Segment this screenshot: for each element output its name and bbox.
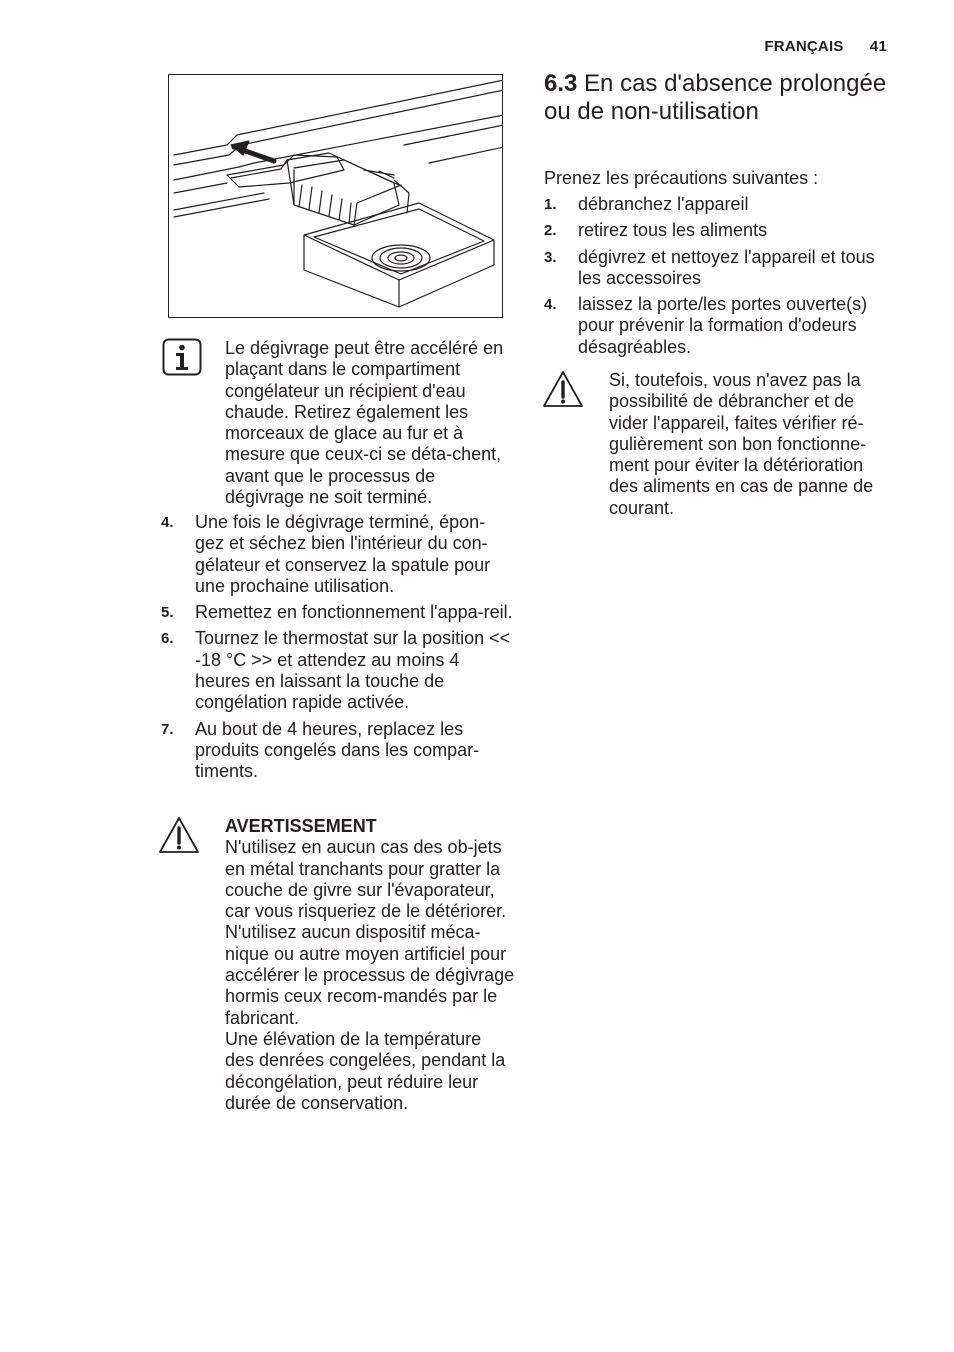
list-item — [544, 247, 894, 290]
step-number: 6. — [161, 630, 174, 648]
list-item — [544, 194, 894, 215]
warning-note — [158, 816, 513, 1136]
step-text: Une fois le dégivrage terminé, épon-gez et séchez bien l'intérieur du con-gélateur et conservez la spatule pour une prochaine utilisation. — [195, 512, 491, 596]
step-number: 3. — [544, 248, 557, 266]
absence-steps-list — [544, 194, 894, 363]
warning-body — [225, 816, 515, 1114]
info-icon — [162, 338, 202, 381]
step-number: 5. — [161, 604, 174, 622]
caution-note-text: Si, toutefois, vous n'avez pas la possibilité de débrancher et de vider l'appareil, faites vérifier ré-gulièrement son bon fonctionne-ment pour éviter la détérioration des aliments en cas de panne de courant. — [609, 370, 874, 518]
section-heading — [544, 70, 904, 125]
warning-paragraph: N'utilisez en aucun cas des ob-jets en métal tranchants pour gratter la couche de givre sur l'évaporateur, car vous risqueriez de le détériorer. — [225, 837, 507, 922]
list-item — [161, 628, 513, 713]
list-item — [161, 512, 513, 597]
defrost-steps-list — [161, 512, 513, 788]
step-text: débranchez l'appareil — [578, 194, 749, 214]
step-number: 4. — [161, 514, 174, 531]
warning-triangle-icon — [542, 370, 584, 413]
info-note — [162, 338, 512, 508]
section-title-text: En cas d'absence prolongée ou de non-utilisation — [544, 70, 887, 125]
step-number: 1. — [544, 196, 557, 213]
step-number: 7. — [161, 720, 174, 738]
page-number: 41 — [869, 38, 887, 55]
warning-paragraph: N'utilisez aucun dispositif méca-nique ou autre moyen artificiel pour accélérer le processus de dégivrage hormis ceux recom-mandés par le fabricant. — [225, 922, 515, 1028]
step-text: Au bout de 4 heures, replacez les produits congelés dans les compar-timents. — [195, 718, 480, 782]
list-item — [161, 602, 513, 623]
language-label: FRANÇAIS — [764, 38, 844, 55]
step-text: dégivrez et nettoyez l'appareil et tous les accessoires — [578, 246, 875, 288]
step-number: 2. — [544, 222, 557, 240]
defrost-water-tray-illustration — [168, 74, 503, 318]
warning-paragraph: Une élévation de la température des denrées congelées, pendant la décongélation, peut réduire leur durée de conservation. — [225, 1028, 506, 1113]
step-number: 4. — [544, 296, 557, 314]
warning-title: AVERTISSEMENT — [225, 816, 377, 836]
section-number: 6.3 — [544, 70, 578, 97]
step-text: Tournez le thermostat sur la position << -18 °C >> et attendez au moins 4 heures en laissant la touche de congélation rapide activée. — [195, 628, 511, 713]
step-text: retirez tous les aliments — [578, 220, 768, 241]
step-text: Remettez en fonctionnement l'appa-reil. — [195, 602, 513, 623]
list-item — [161, 719, 513, 783]
list-item — [544, 220, 894, 241]
page-header — [764, 38, 887, 55]
step-text: laissez la porte/les portes ouverte(s) pour prévenir la formation d'odeurs désagréables. — [578, 294, 868, 357]
list-item — [544, 294, 894, 358]
caution-note — [542, 370, 894, 520]
section-intro: Prenez les précautions suivantes : — [544, 168, 819, 188]
info-note-text: Le dégivrage peut être accéléré en plaçant dans le compartiment congélateur un récipient d'eau chaude. Retirez également les morceaux de glace au fur et à mesure que ceux-ci se déta-chent, avant que le processus de dégivrage ne soit terminé. — [225, 338, 504, 508]
warning-triangle-icon — [158, 816, 200, 859]
